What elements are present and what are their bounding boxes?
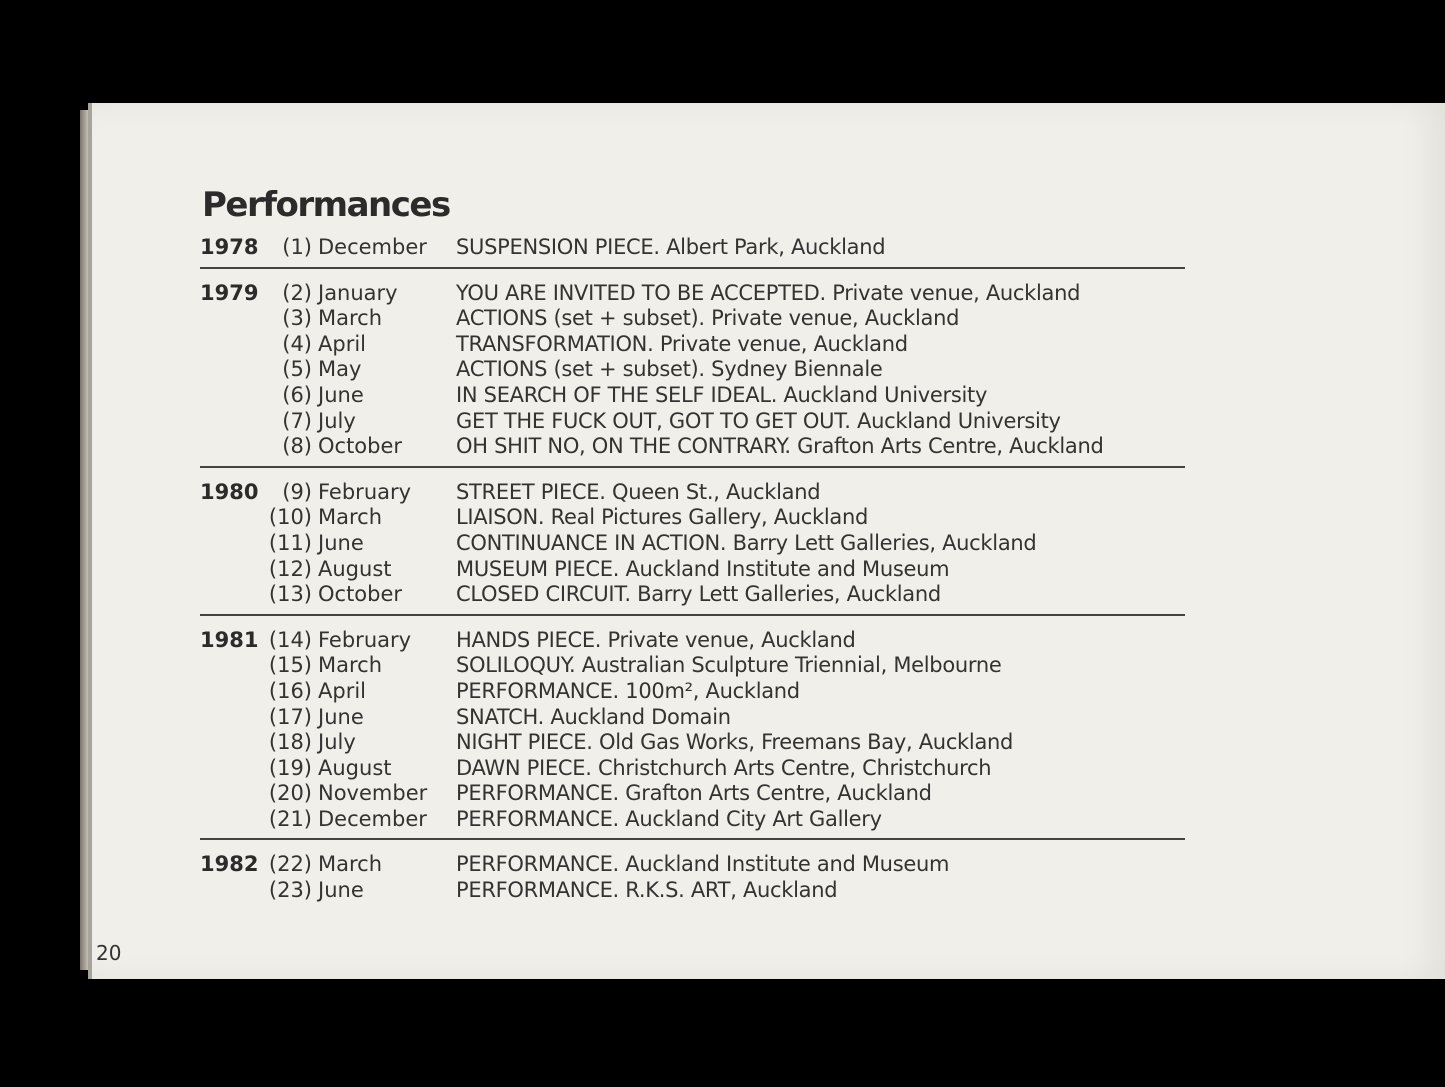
performance-month: August [318,755,392,780]
year-block-1980 [200,480,1185,616]
performance-number: (19) [268,755,312,780]
performance-number: (14) [268,627,312,652]
performance-row [200,878,1185,904]
performance-month: February [318,479,412,504]
performance-description: CLOSED CIRCUIT. Barry Lett Galleries, Auckland [456,582,941,607]
performance-month: March [318,505,383,530]
performance-row [200,332,1185,358]
page-number: 20 [96,941,122,965]
performance-description: STREET PIECE. Queen St., Auckland [456,479,821,504]
performance-month: April [318,331,366,356]
performance-month: October [318,582,403,607]
performance-row [200,480,1185,506]
performance-description: PERFORMANCE. 100m², Auckland [456,678,800,703]
page-title: Performances [202,185,450,225]
performance-month: June [318,878,364,903]
performance-number: (7) [282,408,312,433]
performance-description: PERFORMANCE. Grafton Arts Centre, Auckland [456,781,932,806]
year-block-1978 [200,235,1185,269]
performance-row [200,705,1185,731]
performance-month: November [318,781,428,806]
performance-number: (21) [268,806,312,831]
performance-month: October [318,434,403,459]
performance-description: NIGHT PIECE. Old Gas Works, Freemans Bay, Auckland [456,730,1014,755]
performance-number: (9) [282,479,312,504]
performance-month: June [318,382,364,407]
performance-number: (3) [282,306,312,331]
performance-number: (8) [282,434,312,459]
performance-row [200,434,1185,460]
performance-row [200,781,1185,807]
performance-month: June [318,704,364,729]
performance-number: (11) [268,530,312,555]
performance-row [200,505,1185,531]
performance-row [200,281,1185,307]
performance-description: GET THE FUCK OUT, GOT TO GET OUT. Auckland University [456,408,1061,433]
performance-description: TRANSFORMATION. Private venue, Auckland [456,331,908,356]
year-label: 1982 [200,852,259,877]
performance-month: February [318,627,412,652]
performance-month: June [318,530,364,555]
performance-description: CONTINUANCE IN ACTION. Barry Lett Galleries, Auckland [456,530,1037,555]
year-block-1979 [200,281,1185,468]
performance-month: December [318,806,427,831]
performance-number: (22) [268,852,312,877]
performance-month: January [318,280,398,305]
performance-description: SUSPENSION PIECE. Albert Park, Auckland [456,235,886,259]
performance-description: MUSEUM PIECE. Auckland Institute and Museum [456,556,950,581]
performance-row [200,306,1185,332]
performance-number: (1) [282,235,312,259]
performance-number: (15) [268,653,312,678]
performance-row [200,653,1185,679]
performance-row [200,628,1185,654]
performance-month: July [318,408,356,433]
performance-number: (13) [268,582,312,607]
performance-row [200,582,1185,608]
performance-description: PERFORMANCE. R.K.S. ART, Auckland [456,878,838,903]
performance-description: PERFORMANCE. Auckland Institute and Museum [456,852,950,877]
performance-row [200,357,1185,383]
performance-number: (5) [282,357,312,382]
performance-description: OH SHIT NO, ON THE CONTRARY. Grafton Arts Centre, Auckland [456,434,1104,459]
performance-number: (10) [268,505,312,530]
performance-month: March [318,306,383,331]
performance-description: ACTIONS (set + subset). Sydney Biennale [456,357,883,382]
performance-row [200,409,1185,435]
performance-row [200,756,1185,782]
performance-number: (2) [282,280,312,305]
performance-number: (16) [268,678,312,703]
performance-description: PERFORMANCE. Auckland City Art Gallery [456,806,882,831]
performance-month: April [318,678,366,703]
performance-row [200,557,1185,583]
performance-description: HANDS PIECE. Private venue, Auckland [456,627,856,652]
year-block-1981 [200,628,1185,841]
performance-number: (12) [268,556,312,581]
performance-row [200,383,1185,409]
performance-row [200,235,1185,261]
performance-number: (4) [282,331,312,356]
year-label: 1979 [200,280,259,305]
year-label: 1978 [200,235,259,259]
performance-row [200,807,1185,833]
performance-month: March [318,852,383,877]
performance-number: (6) [282,382,312,407]
performance-description: DAWN PIECE. Christchurch Arts Centre, Christchurch [456,755,992,780]
performance-number: (17) [268,704,312,729]
performance-number: (23) [268,878,312,903]
performance-description: IN SEARCH OF THE SELF IDEAL. Auckland University [456,382,988,407]
performance-row [200,852,1185,878]
performance-description: SOLILOQUY. Australian Sculpture Triennial, Melbourne [456,653,1002,678]
performance-month: July [318,730,356,755]
performance-number: (20) [268,781,312,806]
performance-description: SNATCH. Auckland Domain [456,704,731,729]
performance-number: (18) [268,730,312,755]
year-label: 1980 [200,479,259,504]
performance-row [200,531,1185,557]
performance-month: August [318,556,392,581]
performance-month: May [318,357,362,382]
performance-row [200,730,1185,756]
performance-description: ACTIONS (set + subset). Private venue, Auckland [456,306,960,331]
performance-row [200,679,1185,705]
performance-description: YOU ARE INVITED TO BE ACCEPTED. Private venue, Auckland [456,280,1081,305]
book-page [88,103,1445,979]
year-label: 1981 [200,627,259,652]
performances-list [200,235,1185,922]
year-block-1982 [200,852,1185,909]
performance-month: March [318,653,383,678]
performance-month: December [318,235,427,259]
performance-description: LIAISON. Real Pictures Gallery, Auckland [456,505,869,530]
